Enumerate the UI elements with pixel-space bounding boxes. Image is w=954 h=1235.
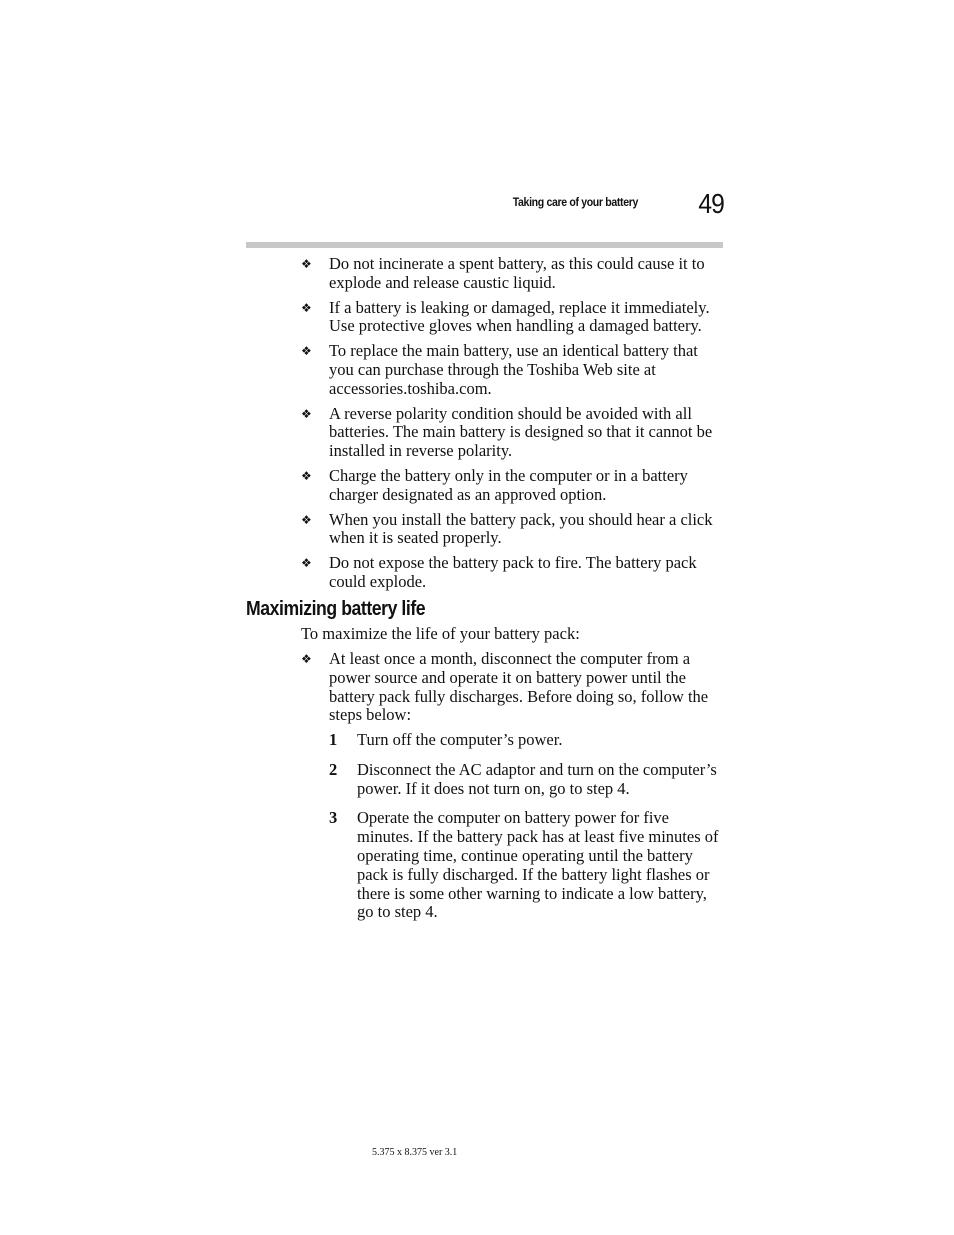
step-text: Disconnect the AC adaptor and turn on the computer’s power. If it does not turn on, go to step 4. (357, 759, 717, 798)
trim-size-note: 5.375 x 8.375 ver 3.1 (372, 1147, 458, 1158)
diamond-bullet-icon: ❖ (301, 512, 312, 527)
step-number: 2 (329, 759, 338, 779)
diamond-bullet-icon: ❖ (301, 468, 312, 483)
list-item-text: When you install the battery pack, you should hear a click when it is seated properly. (329, 509, 713, 548)
section-heading: Maximizing battery life (246, 597, 426, 620)
maintenance-bullet-list (301, 650, 725, 731)
diamond-bullet-icon: ❖ (301, 652, 312, 666)
list-item-text: Charge the battery only in the computer or in a battery charger designated as an approved option. (329, 465, 688, 504)
step-number: 1 (329, 730, 338, 749)
step-text: Operate the computer on battery power for five minutes. If the battery pack has at least five minutes of operating time, continue operating until the battery pack is fully discharged. If the battery light flashes or there is some other warning to indicate a low battery, go to step 4. (357, 808, 719, 922)
steps-list (329, 731, 725, 922)
diamond-bullet-icon: ❖ (301, 257, 312, 271)
diamond-bullet-icon: ❖ (301, 344, 312, 359)
section-intro: To maximize the life of your battery pack: (301, 624, 580, 643)
diamond-bullet-icon: ❖ (301, 300, 312, 315)
step-item (329, 731, 725, 750)
list-item (301, 342, 725, 398)
list-item-text: At least once a month, disconnect the computer from a power source and operate it on battery power until the battery pack fully discharges. Before doing so, follow the steps below: (329, 649, 709, 725)
step-number: 3 (329, 808, 338, 828)
list-item-text: A reverse polarity condition should be avoided with all batteries. The main battery is designed so that it cannot be installed in reverse polarity. (329, 403, 713, 461)
diamond-bullet-icon: ❖ (301, 406, 312, 421)
diamond-bullet-icon: ❖ (301, 556, 312, 571)
page-number: 49 (698, 188, 724, 219)
running-header-title: Taking care of your battery (512, 195, 638, 209)
safety-bullet-list (301, 255, 725, 598)
step-item (329, 809, 725, 922)
list-item (301, 405, 725, 461)
list-item (301, 650, 725, 725)
step-item (329, 761, 725, 799)
list-item-text: To replace the main battery, use an identical battery that you can purchase through the Toshiba Web site at accessories.toshiba.com. (329, 341, 698, 398)
list-item (301, 299, 725, 337)
list-item (301, 511, 725, 549)
list-item (301, 255, 725, 293)
list-item-text: Do not expose the battery pack to fire. The battery pack could explode. (329, 553, 697, 591)
list-item-text: Do not incinerate a spent battery, as this could cause it to explode and release caustic liquid. (329, 254, 705, 292)
list-item (301, 467, 725, 505)
list-item (301, 554, 725, 592)
list-item-text: If a battery is leaking or damaged, replace it immediately. Use protective gloves when handling a damaged battery. (329, 297, 710, 336)
step-text: Turn off the computer’s power. (357, 730, 563, 749)
